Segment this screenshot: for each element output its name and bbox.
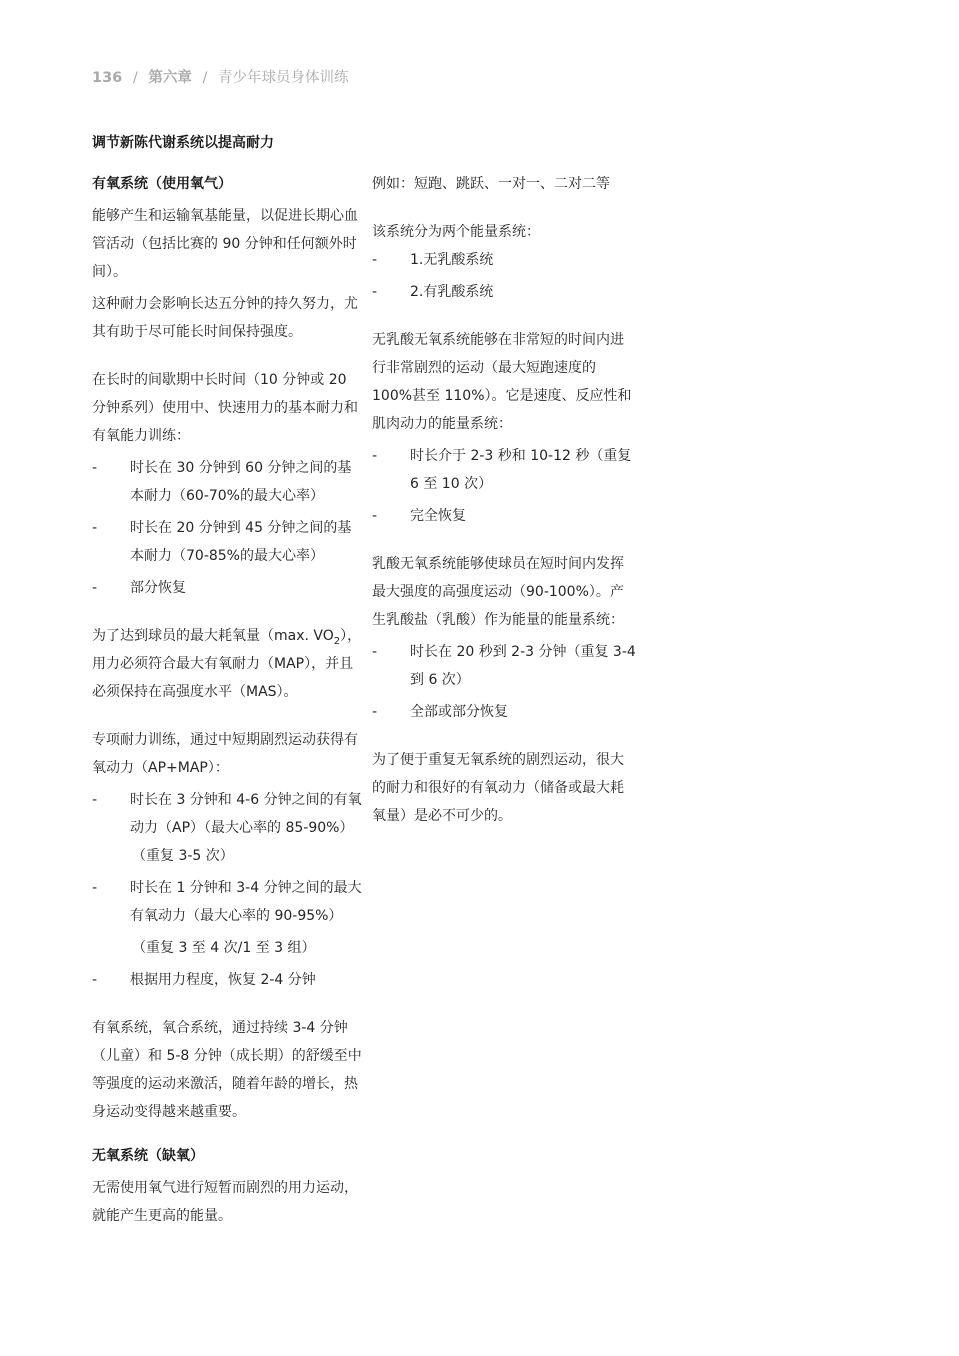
aerobic-paragraph-2: 这种耐力会影响长达五分钟的持久努力，尤其有助于尽可能长时间保持强度。: [92, 296, 358, 340]
page-number: 136: [92, 70, 123, 86]
right-column: [372, 170, 637, 830]
list-item-text: 时长在 20 分钟到 45 分钟之间的基本耐力（70-85%的最大心率）: [130, 520, 352, 564]
list-item: [92, 874, 362, 962]
list-bullet: -: [92, 972, 98, 988]
list-item: [372, 442, 637, 498]
list-item: [92, 966, 362, 994]
list-bullet: -: [92, 520, 98, 536]
lactic-list: [372, 638, 637, 726]
list-item: [92, 786, 362, 870]
header-separator: /: [132, 70, 138, 86]
list-item: [92, 574, 362, 602]
anaerobic-heading: 无氧系统（缺氧）: [92, 1148, 204, 1164]
list-bullet: -: [372, 508, 378, 524]
aerobic-power-list: [92, 786, 362, 994]
alactic-list: [372, 442, 637, 530]
list-bullet: -: [92, 792, 98, 808]
vo2-text-a: 为了达到球员的最大耗氧量（max. VO: [92, 628, 334, 644]
section-title: 调节新陈代谢系统以提高耐力: [92, 135, 274, 151]
vo2-text-b: ），用力必须符合最大有氧耐力（MAP），并且必须保持在高强度水平（MAS）。: [92, 628, 362, 700]
examples-paragraph: 例如：短跑、跳跃、一对一、二对二等: [372, 176, 610, 192]
list-item-text: 时长介于 2-3 秒和 10-12 秒（重复 6 至 10 次）: [410, 448, 632, 492]
lactic-paragraph: 乳酸无氧系统能够使球员在短时间内发挥最大强度的高强度运动（90-100%）。产生乳酸盐（乳酸）作为能量的能量系统：: [372, 556, 624, 628]
list-bullet: -: [92, 460, 98, 476]
list-item: [372, 698, 637, 726]
list-item-text: 1.无乳酸系统: [410, 252, 494, 268]
two-systems-paragraph: 该系统分为两个能量系统：: [372, 224, 540, 240]
specific-endurance-paragraph: 专项耐力训练，通过中短期剧烈运动获得有氧动力（AP+MAP）：: [92, 732, 358, 776]
list-item: [372, 246, 637, 274]
list-bullet: -: [372, 448, 378, 464]
aerobic-heading: 有氧系统（使用氧气）: [92, 176, 232, 192]
left-column: [92, 170, 362, 1230]
vo2-subscript: 2: [333, 635, 341, 647]
list-item-text: 时长在 30 分钟到 60 分钟之间的基本耐力（60-70%的最大心率）: [130, 460, 352, 504]
list-item-text: 时长在 1 分钟和 3-4 分钟之间的最大有氧动力（最大心率的 90-95%）: [130, 880, 362, 924]
energy-systems-list: [372, 246, 637, 306]
list-bullet: -: [92, 880, 98, 896]
list-item-text: 完全恢复: [410, 508, 466, 524]
list-item: [92, 514, 362, 570]
list-item-text: 时长在 20 秒到 2-3 分钟（重复 3-4 到 6 次）: [410, 644, 636, 688]
list-bullet: -: [92, 580, 98, 596]
list-bullet: -: [372, 284, 378, 300]
list-item-repeat: （重复 3-5 次）: [132, 848, 234, 864]
chapter-title: 青少年球员身体训练: [218, 70, 349, 86]
oxygenation-paragraph: 有氧系统，氧合系统，通过持续 3-4 分钟（儿童）和 5-8 分钟（成长期）的舒缓至中等强度的运动来激活，随着年龄的增长，热身运动变得越来越重要。: [92, 1020, 362, 1120]
list-item: [372, 638, 637, 694]
list-item: [372, 502, 637, 530]
anaerobic-paragraph: 无需使用氧气进行短暂而剧烈的用力运动，就能产生更高的能量。: [92, 1180, 358, 1224]
basic-endurance-list: [92, 454, 362, 602]
list-bullet: -: [372, 644, 378, 660]
list-item-text: 2.有乳酸系统: [410, 284, 494, 300]
list-item-text: 根据用力程度，恢复 2-4 分钟: [130, 972, 316, 988]
vo2-paragraph: [92, 622, 362, 706]
list-bullet: -: [372, 704, 378, 720]
list-bullet: -: [372, 252, 378, 268]
list-item: [92, 454, 362, 510]
list-item-text: 时长在 3 分钟和 4-6 分钟之间的有氧动力（AP）（最大心率的 85-90%）: [130, 792, 362, 836]
alactic-paragraph: 无乳酸无氧系统能够在非常短的时间内进行非常剧烈的运动（最大短跑速度的 100%甚至 110%）。它是速度、反应性和肌肉动力的能量系统：: [372, 332, 632, 432]
list-item-text: 部分恢复: [130, 580, 186, 596]
running-header: [92, 66, 349, 87]
aerobic-paragraph-3: 在长时的间歇期中长时间（10 分钟或 20 分钟系列）使用中、快速用力的基本耐力和有氧能力训练：: [92, 372, 358, 444]
aerobic-paragraph-1: 能够产生和运输氧基能量，以促进长期心血管活动（包括比赛的 90 分钟和任何额外时间）。: [92, 208, 358, 280]
list-item: [372, 278, 637, 306]
list-item-text: 全部或部分恢复: [410, 704, 508, 720]
header-separator-2: /: [202, 70, 208, 86]
chapter-label: 第六章: [148, 70, 192, 86]
list-item-repeat: （重复 3 至 4 次/1 至 3 组）: [132, 940, 316, 956]
repeat-anaerobic-paragraph: 为了便于重复无氧系统的剧烈运动，很大的耐力和很好的有氧动力（储备或最大耗氧量）是必不可少的。: [372, 752, 624, 824]
